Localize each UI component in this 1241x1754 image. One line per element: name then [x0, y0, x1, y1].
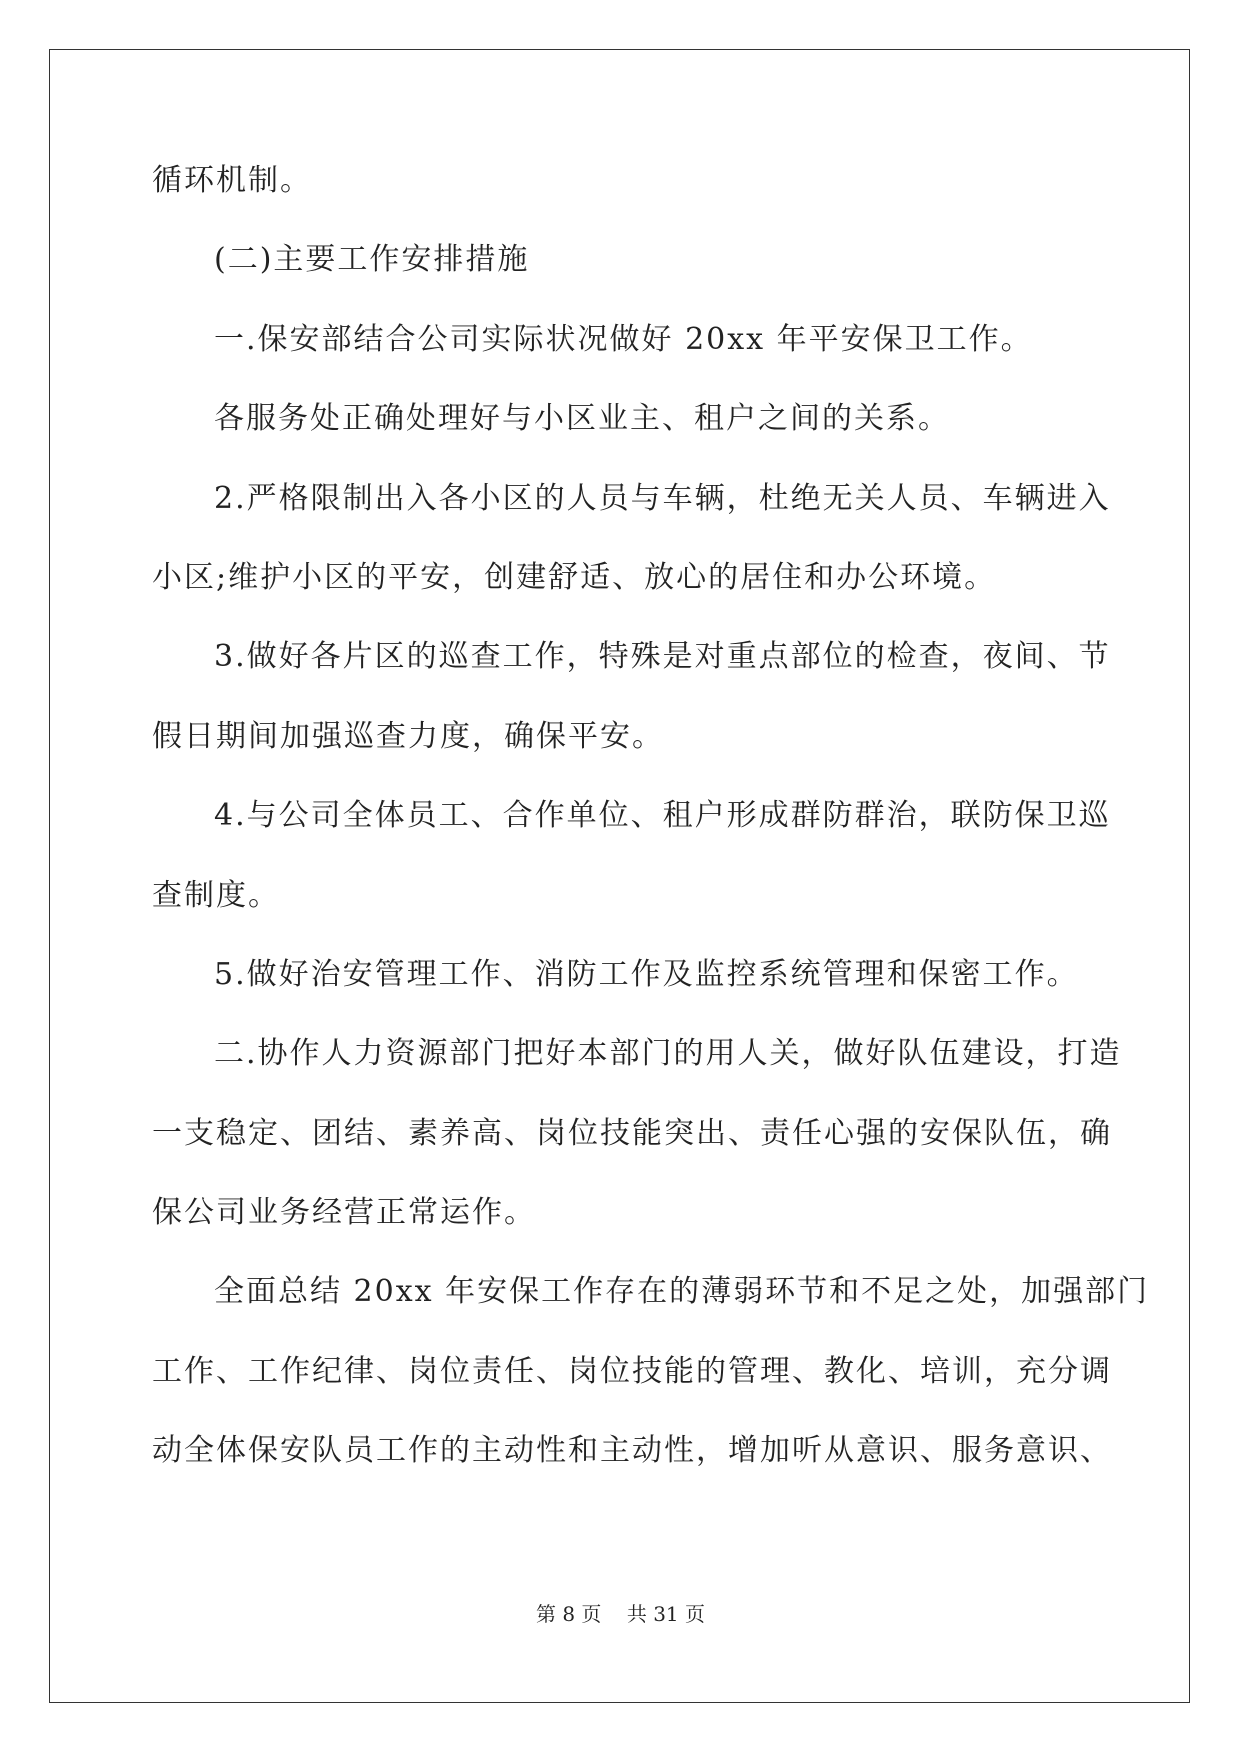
text-line: 3.做好各片区的巡查工作，特殊是对重点部位的检查，夜间、节	[214, 639, 1111, 675]
text-line: 假日期间加强巡查力度，确保平安。	[152, 718, 664, 754]
document-body	[152, 161, 1150, 1511]
text-line: 动全体保安队员工作的主动性和主动性，增加听从意识、服务意识、	[152, 1433, 1112, 1469]
text-line: 2.严格限制出入各小区的人员与车辆，杜绝无关人员、车辆进入	[214, 480, 1111, 516]
text-line: 小区;维护小区的平安，创建舒适、放心的居住和办公环境。	[152, 559, 997, 595]
text-line: 工作、工作纪律、岗位责任、岗位技能的管理、教化、培训，充分调	[152, 1353, 1112, 1389]
text-line: 二.协作人力资源部门把好本部门的用人关，做好队伍建设，打造	[214, 1036, 1122, 1072]
page-number-footer: 第 8 页 共 31 页	[535, 1602, 706, 1626]
text-line: 全面总结 20xx 年安保工作存在的薄弱环节和不足之处，加强部门	[214, 1274, 1150, 1310]
text-line: 4.与公司全体员工、合作单位、租户形成群防群治，联防保卫巡	[214, 798, 1111, 834]
text-line: 一.保安部结合公司实际状况做好 20xx 年平安保卫工作。	[214, 321, 1033, 357]
text-line: 保公司业务经营正常运作。	[152, 1195, 536, 1231]
text-line: (二)主要工作安排措施	[214, 242, 530, 278]
text-line: 查制度。	[152, 877, 280, 913]
text-line: 各服务处正确处理好与小区业主、租户之间的关系。	[214, 401, 950, 437]
text-line: 一支稳定、团结、素养高、岗位技能突出、责任心强的安保队伍，确	[152, 1115, 1112, 1151]
text-line: 5.做好治安管理工作、消防工作及监控系统管理和保密工作。	[214, 956, 1079, 992]
text-line: 循环机制。	[152, 163, 312, 198]
